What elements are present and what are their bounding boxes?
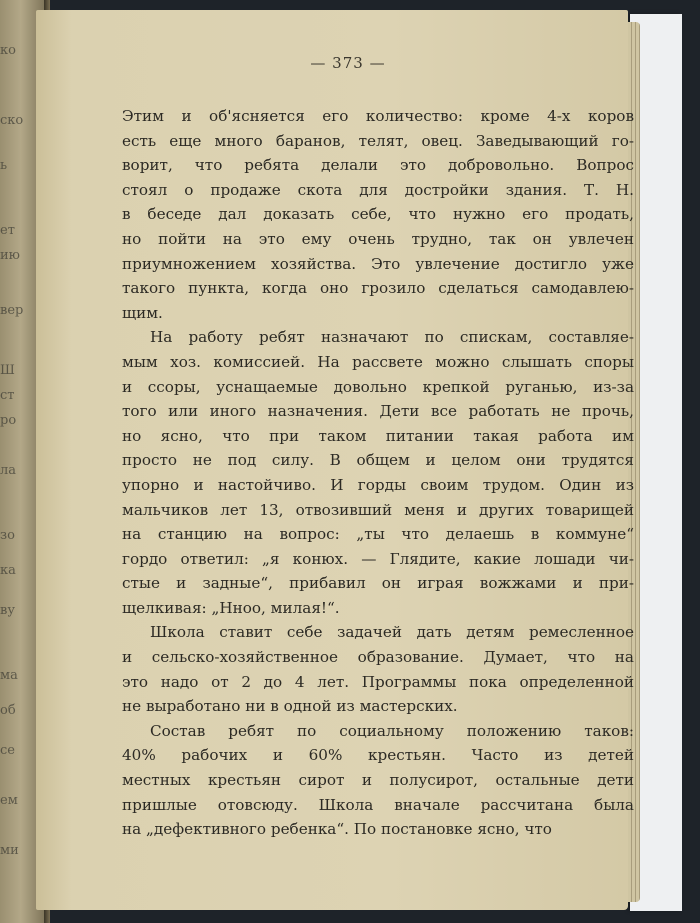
text-line: гордо ответил: „я конюх. — Глядите, какие лошади чи- xyxy=(122,549,634,568)
text-line: но пойти на это ему очень трудно, так он увлечен xyxy=(122,229,634,248)
text-line: упорно и настойчиво. И горды своим трудом. Один из xyxy=(122,475,634,494)
text-line: такого пункта, когда оно грозило сделаться самодавлею- xyxy=(122,279,634,298)
paragraph xyxy=(122,719,634,842)
left-page-fragment: ми xyxy=(0,843,19,858)
text-line: есть еще много баранов, телят, овец. Заведывающий го- xyxy=(122,131,634,150)
left-page-fragment: ст xyxy=(0,388,15,403)
left-page-fragment: об xyxy=(0,703,16,718)
text-line: стоял о продаже скота для достройки здания. Т. Н. xyxy=(122,180,634,199)
left-page-fragment: ма xyxy=(0,668,18,683)
text-line: и сельско-хозяйственное образование. Думает, что на xyxy=(122,648,634,667)
text-line: щелкивая: „Нноо, милая!“. xyxy=(122,598,340,617)
left-page-fragment: ко xyxy=(0,43,16,58)
left-page-fragment: ет xyxy=(0,223,15,238)
left-page-fragment: ию xyxy=(0,248,20,263)
left-page-fragment: Ш xyxy=(0,363,15,378)
paragraph xyxy=(122,325,634,620)
left-page-fragment: зо xyxy=(0,528,15,543)
text-line: На работу ребят назначают по спискам, составляе- xyxy=(150,328,634,347)
left-page-fragment: ла xyxy=(0,463,17,478)
left-page-fragment: ка xyxy=(0,563,16,578)
left-page-fragment: ско xyxy=(0,113,24,128)
left-page-fragment: ро xyxy=(0,413,17,428)
paragraph xyxy=(122,620,634,718)
text-line: приумножением хозяйства. Это увлечение достигло уже xyxy=(122,254,634,273)
text-line: 40% рабочих и 60% крестьян. Часто из детей xyxy=(122,746,634,765)
text-line: но ясно, что при таком питании такая работа им xyxy=(122,426,634,445)
text-line: просто не под силу. В общем и целом они трудятся xyxy=(122,451,634,470)
page-text xyxy=(122,104,634,842)
text-line: того или иного назначения. Дети все работать не прочь, xyxy=(122,402,634,421)
text-line: в беседе дал доказать себе, что нужно его продать, xyxy=(122,205,634,224)
text-line: стые и задные“, прибавил он играя вожжами и при- xyxy=(122,574,634,593)
text-line: пришлые отовсюду. Школа вначале рассчитана была xyxy=(122,795,634,814)
text-line: и ссоры, уснащаемые довольно крепкой руганью, из-за xyxy=(122,377,634,396)
text-line: местных крестьян сирот и полусирот, остальные дети xyxy=(122,771,634,790)
left-page-fragment: ву xyxy=(0,603,15,618)
text-line: мым хоз. комиссией. На рассвете можно слышать споры xyxy=(122,352,634,371)
text-line: не выработано ни в одной из мастерских. xyxy=(122,697,458,716)
page-number: — 373 — xyxy=(310,54,386,72)
right-page xyxy=(36,10,634,910)
left-page-fragment: ь xyxy=(0,158,8,173)
text-line: на станцию на вопрос: „ты что делаешь в коммуне“ xyxy=(122,525,634,544)
paragraph xyxy=(122,104,634,325)
text-line: мальчиков лет 13, отвозивший меня и других товарищей xyxy=(122,500,634,519)
left-page-fragment: вер xyxy=(0,303,24,318)
text-line: щим. xyxy=(122,303,163,322)
left-page-fragment: ем xyxy=(0,793,18,808)
text-line: это надо от 2 до 4 лет. Программы пока определенной xyxy=(122,672,634,691)
text-line: на „дефективного ребенка“. По постановке ясно, что xyxy=(122,820,552,839)
left-page-fragment: се xyxy=(0,743,15,758)
text-line: Состав ребят по социальному положению таков: xyxy=(150,721,634,740)
text-line: Этим и об'ясняется его количество: кроме 4-х коров xyxy=(122,107,634,125)
text-line: ворит, что ребята делали это добровольно. Вопрос xyxy=(122,156,634,175)
text-line: Школа ставит себе задачей дать детям ремесленное xyxy=(150,623,634,642)
